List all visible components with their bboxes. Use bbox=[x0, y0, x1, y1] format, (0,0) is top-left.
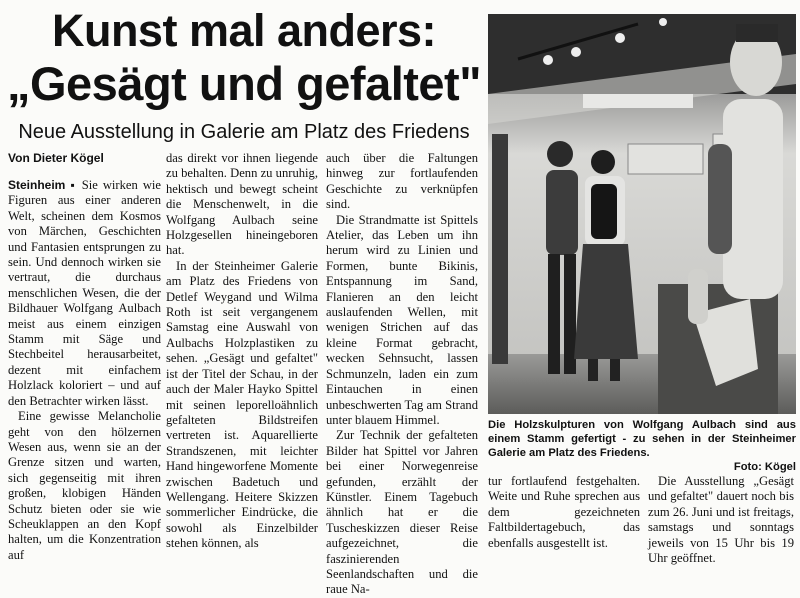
dateline: Steinheim ▪ bbox=[8, 178, 77, 192]
paragraph: Die Strandmatte ist Spittels Atelier, das Leben um ihn herum wird zu Linien und Formen, bunte Bikinis, Entspannung im Sand, Flanieren an den leicht auslaufenden Wellen, mit wenigen Strichen auf das kleine Format gebracht, wecken Sehnsucht, lassen Schmunzeln, laden ein zum Eintauchen in einen unbeschwerten Tag am Strand unter blauem Himmel. bbox=[326, 212, 478, 427]
byline: Von Dieter Kögel bbox=[8, 151, 104, 165]
paragraph: das direkt vor ihnen liegende zu behalten. Denn zu unruhig, hektisch und bewegt scheint die Menschenwelt, in die Wolfgang Aulbach seine Holzgesellen hineingeboren hat. bbox=[166, 151, 318, 258]
article-column-2 bbox=[166, 151, 318, 552]
paragraph: Zur Technik der gefalteten Bilder hat Spittel vor Jahren bei einer Norwegenreise gefunden, erzählt der Künstler. Einem Tagebuch ähnlich hat er die Tuscheskizzen dieser Reise aufgezeichnet, die faszinierenden Seenlandschaften und die raue Na- bbox=[326, 428, 478, 597]
article-column-5 bbox=[648, 474, 794, 566]
paragraph: In der Steinheimer Galerie am Platz des Friedens von Detlef Weygand und Wilma Roth ist seit vergangenem Samstag eine Auswahl von Aulbachs Holzplastiken zu sehen. „Gesägt und gefaltet" ist der Titel der Schau, in der auch der Maler Hayko Spittel mit seinen leporelloähnlich gefalteten Bildstreifen vertreten ist. Aquarellierte Strandszenen, mit leichter Hand hingeworfene Momente zwischen Badetuch und Wellengang. Heitere Skizzen sommerlicher Eindrücke, die sowohl als Einzelbilder stehen können, als bbox=[166, 258, 318, 551]
paragraph: Sie wirken wie Figuren aus einer anderen Welt, scheinen dem Kosmos von Märchen, Geschichten und Fantasien entsprungen zu sein. Und dennoch wirken sie vertraut, die durchaus menschlichen Wesen, die der Bildhauer Wolfgang Aulbach meist aus einem einzigen Stamm mit Säge und Stechbeitel herausarbeitet, dezent mit einfachem Holzlack koloriert – und auf den Betrachter wirken lässt. bbox=[8, 178, 162, 408]
gallery-photo bbox=[488, 14, 796, 414]
photo-caption bbox=[488, 418, 796, 474]
headline-line-2: „Gesägt und gefaltet" bbox=[6, 57, 481, 110]
paragraph: Eine gewisse Melancholie geht von den hölzernen Wesen aus, wenn sie an der Grenze sitzen und warten, sich gegenseitig mit ihren großen, klobigen Händen Schutz bieten oder sie wie Scheuklappen an den Kopf halten, um die Konzentration auf bbox=[8, 409, 161, 562]
photo-credit: Foto: Kögel bbox=[733, 461, 796, 473]
gallery-photo-illustration bbox=[488, 14, 796, 414]
paragraph: auch über die Faltungen hinweg zur fortlaufenden Geschichte zu verknüpfen sind. bbox=[326, 151, 478, 212]
article-column-1 bbox=[8, 178, 161, 563]
paragraph: tur fortlaufend festgehalten. Weite und Ruhe sprechen aus dem gezeichneten Faltbildertagebuch, das ebenfalls ausgestellt ist. bbox=[488, 474, 640, 550]
headline-line-1: Kunst mal anders: bbox=[51, 5, 437, 56]
paragraph: Die Ausstellung „Gesägt und gefaltet" dauert noch bis zum 26. Juni und ist freitags, samstags und sonntags jeweils von 15 Uhr bis 19 Uhr geöffnet. bbox=[648, 474, 794, 566]
article-column-3 bbox=[326, 151, 478, 598]
caption-text: Die Holzskulpturen von Wolfgang Aulbach sind aus einem Stamm gefertigt - zu sehen in der Steinheimer Galerie am Platz des Friedens. bbox=[488, 419, 796, 459]
subheadline: Neue Ausstellung in Galerie am Platz des Friedens bbox=[18, 121, 470, 143]
article-column-4 bbox=[488, 474, 640, 551]
